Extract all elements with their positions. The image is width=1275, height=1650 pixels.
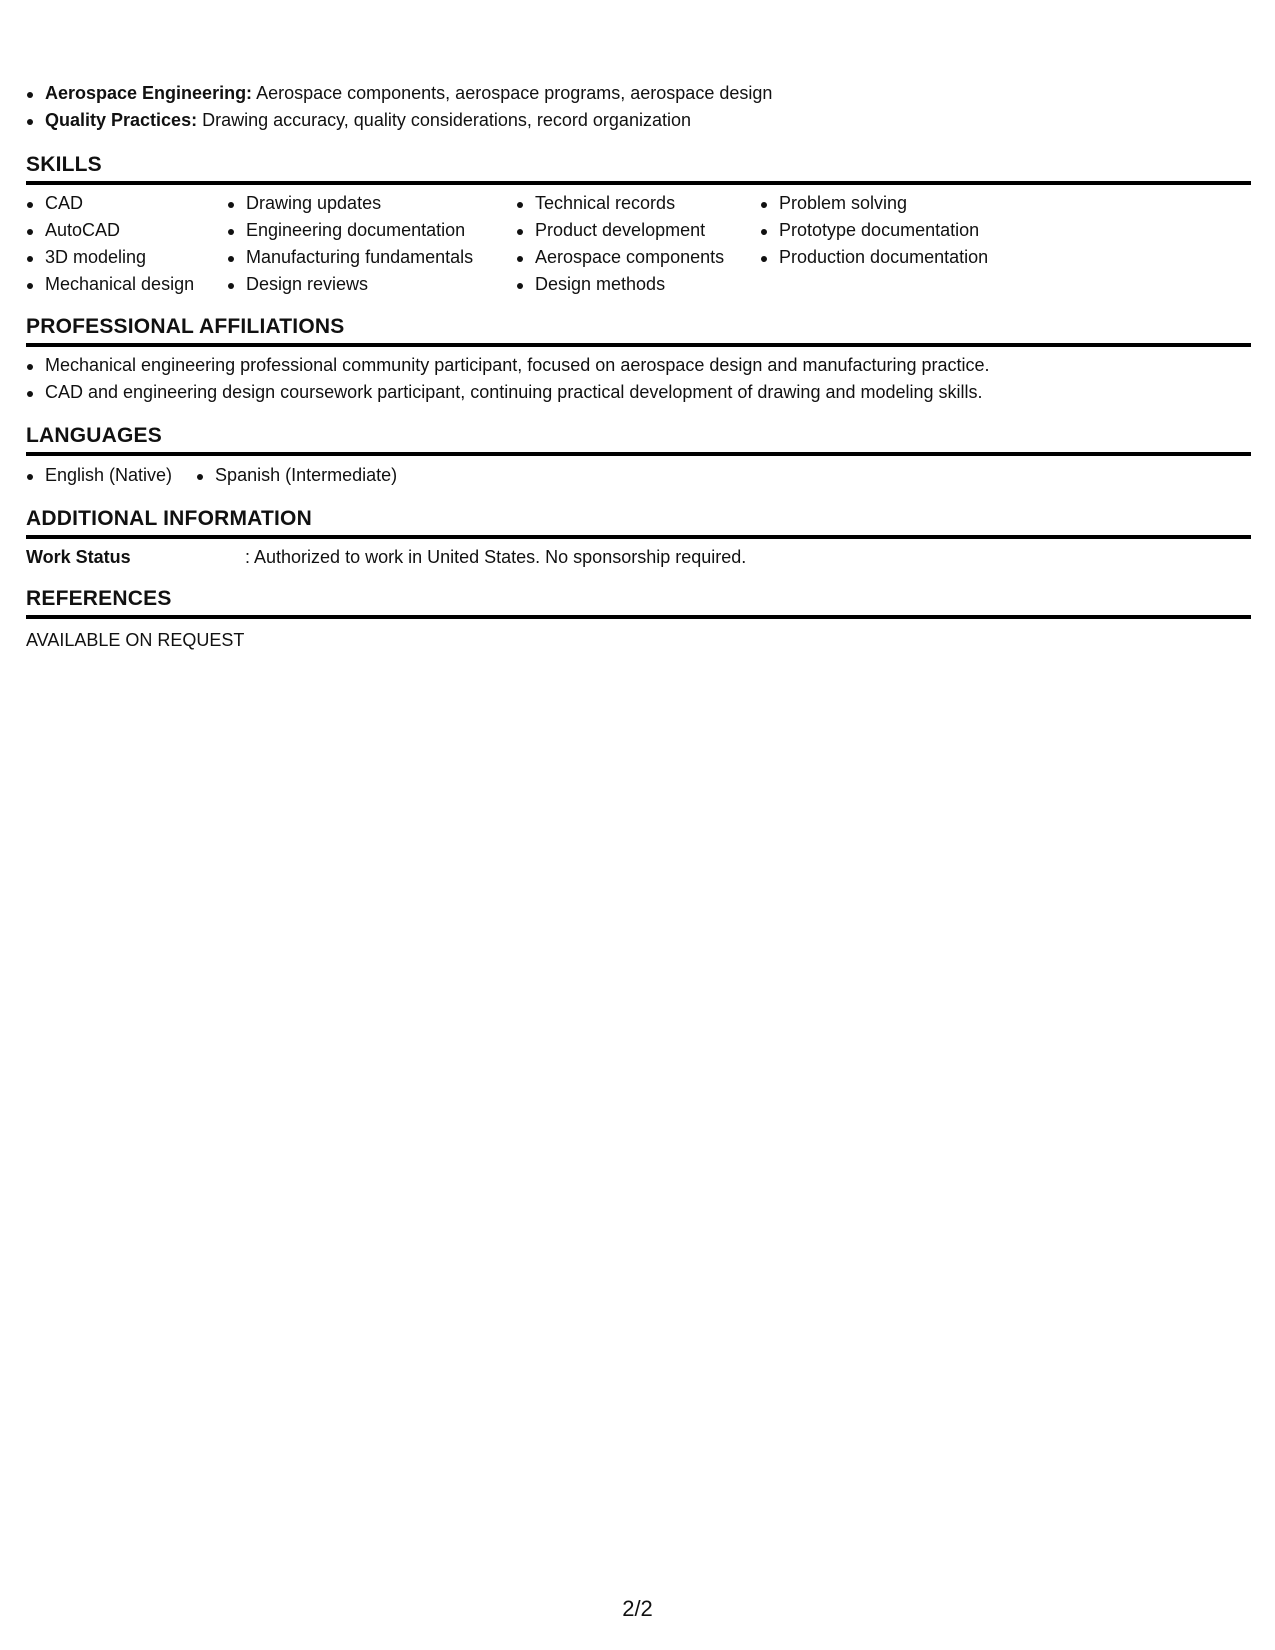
item-label: Quality Practices: — [45, 110, 198, 130]
language-item: English (Native) — [26, 462, 172, 489]
languages-heading: LANGUAGES — [26, 422, 1251, 456]
skill-item: 3D modeling — [26, 244, 227, 271]
skill-item: Prototype documentation — [760, 217, 1020, 244]
affiliations-heading: PROFESSIONAL AFFILIATIONS — [26, 313, 1251, 347]
affiliations-list — [26, 352, 1251, 406]
skill-item: CAD — [26, 190, 227, 217]
work-status-row — [26, 544, 1251, 571]
language-item: Spanish (Intermediate) — [196, 462, 397, 489]
skill-item: Production documentation — [760, 244, 1020, 271]
skill-item: Product development — [516, 217, 760, 244]
skills-column — [26, 190, 227, 298]
affiliation-item: CAD and engineering design coursework participant, continuing practical development of drawing and modeling skills. — [26, 379, 1251, 406]
skill-item: AutoCAD — [26, 217, 227, 244]
additional-info-heading: ADDITIONAL INFORMATION — [26, 505, 1251, 539]
skills-column — [760, 190, 1020, 298]
skill-item: Design methods — [516, 271, 760, 298]
languages-list — [26, 462, 1251, 489]
skill-item: Drawing updates — [227, 190, 516, 217]
skill-item: Aerospace components — [516, 244, 760, 271]
affiliation-item: Mechanical engineering professional community participant, focused on aerospace design and manufacturing practice. — [26, 352, 1251, 379]
skills-column — [516, 190, 760, 298]
references-heading: REFERENCES — [26, 585, 1251, 619]
item-label: Aerospace Engineering: — [45, 83, 253, 103]
page-number: 2/2 — [622, 1596, 653, 1621]
work-status-label: Work Status — [26, 547, 131, 567]
skill-item: Technical records — [516, 190, 760, 217]
expertise-list — [26, 80, 1251, 134]
references-text: AVAILABLE ON REQUEST — [26, 630, 245, 650]
list-item — [26, 80, 1251, 107]
skill-item: Manufacturing fundamentals — [227, 244, 516, 271]
list-item — [26, 107, 1251, 134]
skill-item: Design reviews — [227, 271, 516, 298]
item-text: Drawing accuracy, quality considerations, record organization — [197, 110, 691, 130]
item-text: Aerospace components, aerospace programs, aerospace design — [252, 83, 773, 103]
skill-item: Problem solving — [760, 190, 1020, 217]
work-status-value: : Authorized to work in United States. No sponsorship required. — [245, 547, 747, 567]
skills-heading: SKILLS — [26, 151, 1251, 185]
skill-item: Engineering documentation — [227, 217, 516, 244]
skills-grid — [26, 190, 1251, 298]
skill-item: Mechanical design — [26, 271, 227, 298]
skills-column — [227, 190, 516, 298]
resume-page — [26, 80, 1251, 654]
